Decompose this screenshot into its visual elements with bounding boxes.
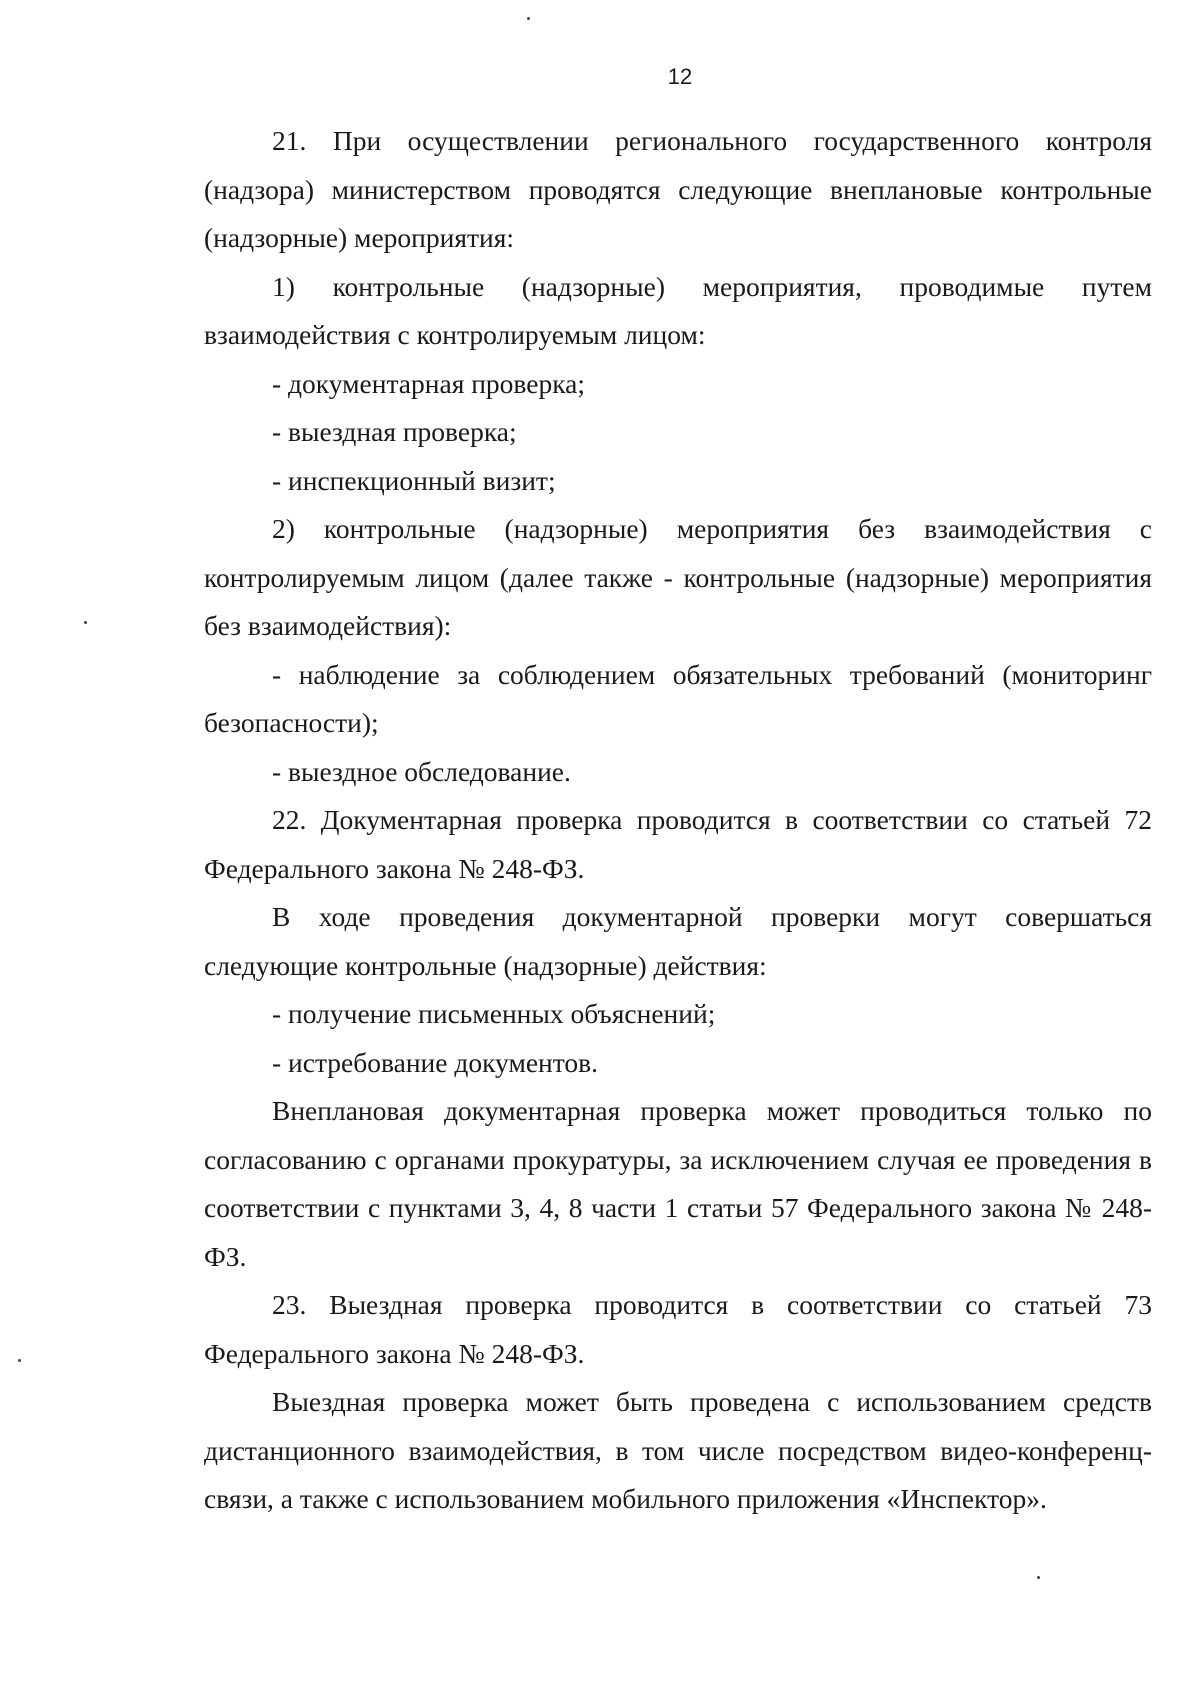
paragraph-unscheduled-check: Внеплановая документарная проверка может проводиться только по согласованию с органами прокуратуры, за исключением случая ее проведения в соответствии с пунктами 3, 4, 8 части 1 статьи 57 Федерального закона № 248-ФЗ.	[204, 1095, 1152, 1272]
paragraph-documentary-actions: В ходе проведения документарной проверки могут совершаться следующие контрольные (надзорные) действия:	[204, 901, 1152, 981]
scan-speck	[84, 621, 87, 624]
list-item-field-survey: - выездное обследование.	[272, 755, 571, 787]
list-item-document-request: - истребование документов.	[272, 1046, 599, 1078]
list-item-field-check: - выездная проверка;	[272, 416, 517, 447]
list-item-inspection-visit: - инспекционный визит;	[272, 464, 556, 496]
scan-speck	[527, 17, 530, 20]
list-item-monitoring: - наблюдение за соблюдением обязательных требований (мониторинг безопасности);	[204, 658, 1152, 738]
paragraph-22: 22. Документарная проверка проводится в соответствии со статьей 72 Федерального закона № 248-ФЗ.	[204, 804, 1152, 884]
paragraph-remote-check: Выездная проверка может быть проведена с использованием средств дистанционного взаимодействия, в том числе посредством видео-конференц-связи, а также с использованием мобильного приложения «Инспектор».	[204, 1386, 1152, 1514]
scan-speck	[1037, 1576, 1040, 1579]
list-item-written-explanations: - получение письменных объяснений;	[272, 998, 716, 1029]
list-item-documentary-check: - документарная проверка;	[272, 367, 586, 399]
scan-speck	[18, 1359, 21, 1362]
paragraph-23: 23. Выездная проверка проводится в соответствии со статьей 73 Федерального закона № 248-ФЗ.	[204, 1289, 1152, 1369]
paragraph-item-2: 2) контрольные (надзорные) мероприятия без взаимодействия с контролируемым лицом (далее также - контрольные (надзорные) мероприятия без взаимодействия):	[204, 513, 1152, 641]
paragraph-item-1: 1) контрольные (надзорные) мероприятия, проводимые путем взаимодействия с контролируемым лицом:	[204, 270, 1152, 350]
paragraph-21: 21. При осуществлении регионального государственного контроля (надзора) министерством проводятся следующие внеплановые контрольные (надзорные) мероприятия:	[204, 125, 1152, 253]
document-body	[204, 117, 1152, 1524]
page-number: 12	[667, 64, 693, 89]
